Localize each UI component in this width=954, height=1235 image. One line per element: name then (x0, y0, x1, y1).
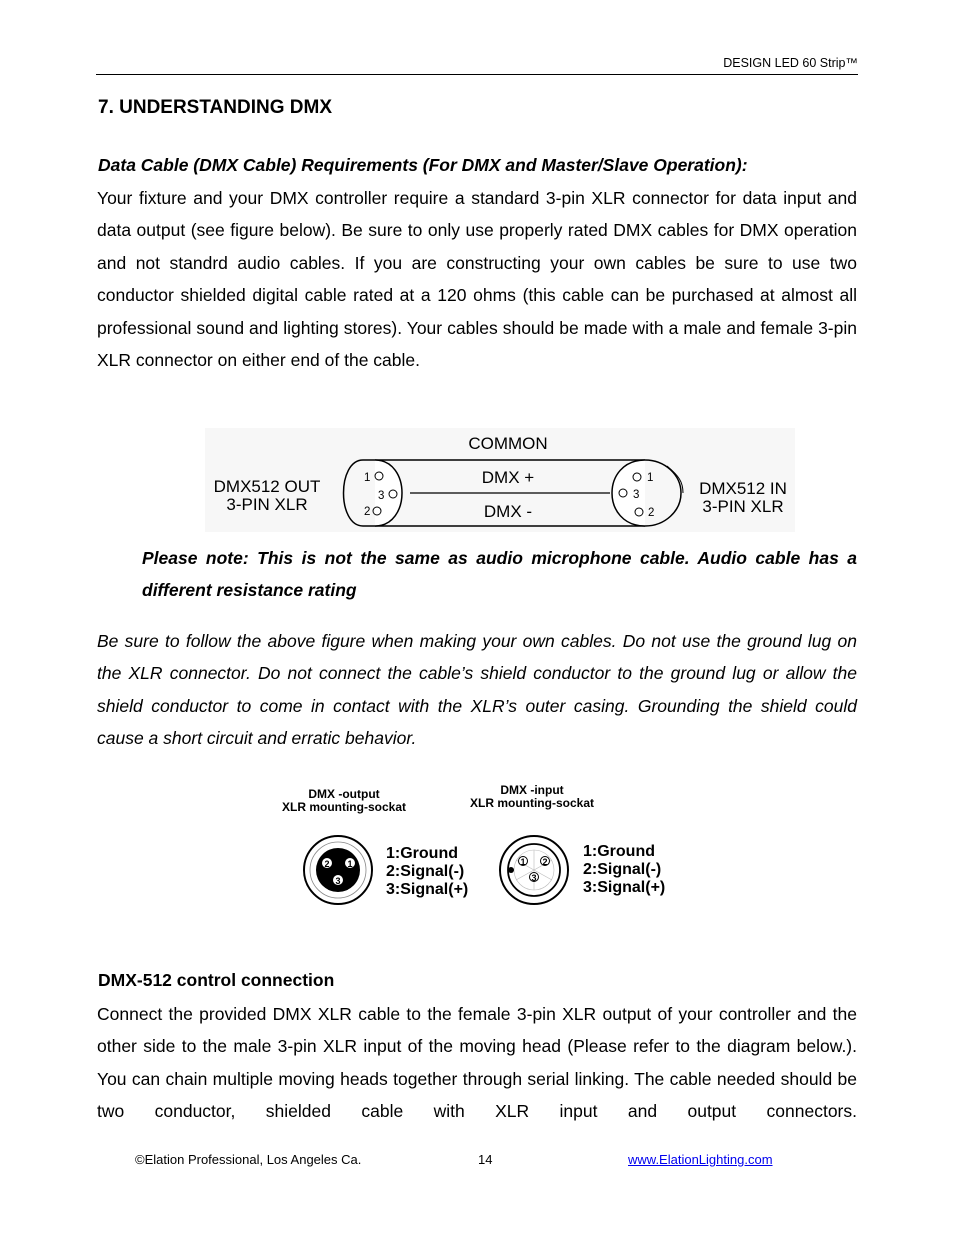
audio-cable-note: Please note: This is not the same as audio microphone cable. Audio cable has a different resistance rating (142, 548, 857, 600)
female-pin-2-label: 2 (648, 507, 655, 519)
section-heading: 7. UNDERSTANDING DMX (98, 97, 332, 118)
dmx-out-label-2: 3-PIN XLR (226, 495, 308, 514)
grounding-instructions: Be sure to follow the above figure when making your own cables. Do not use the ground lug on the XLR connector. Do not connect the cable’s shield conductor to the ground lug or allow the shield conductor to come in contact with the XLR’s outer casing. Grounding the shield could cause a short circuit and erratic behavior. (97, 631, 857, 749)
input-pin-signal-neg: 2:Signal(-) (583, 861, 662, 878)
female-pin-3-label: 3 (633, 489, 640, 501)
output-pin-2-label: 2 (324, 859, 330, 869)
output-pin-signal-pos: 3:Signal(+) (386, 881, 469, 898)
input-socket-title-2: XLR mounting-sockat (469, 796, 595, 810)
male-pin-1-label: 1 (364, 472, 371, 484)
input-pin-2-label: 2 (542, 857, 548, 867)
output-pin-ground: 1:Ground (386, 845, 458, 862)
cable-requirements-heading: Data Cable (DMX Cable) Requirements (For DMX and Master/Slave Operation): (98, 155, 748, 175)
output-pin-1-label: 1 (347, 859, 353, 869)
output-pin-3-label: 3 (335, 876, 341, 886)
cable-requirements-body: Your fixture and your DMX controller require a standard 3-pin XLR connector for data input and data output (see figure below). Be sure to only use properly rated DMX cables for DMX operation and not standrd audio cables. If you are constructing your own cables be sure to use two conductor shielded digital cable rated at a 120 ohms (this cable can be purchased at almost all professional sound and lighting stores). Your cables should be made with a male and female 3-pin XLR connector on either end of the cable. (97, 188, 857, 371)
footer-website-link[interactable]: www.ElationLighting.com (628, 1152, 773, 1167)
dmx-out-label-1: DMX512 OUT (213, 477, 321, 496)
dmx-minus-label: DMX - (483, 502, 533, 521)
female-pin-1-label: 1 (647, 472, 654, 484)
input-pin-ground: 1:Ground (583, 843, 655, 860)
control-connection-body: Connect the provided DMX XLR cable to the female 3-pin XLR output of your controller and the other side to the male 3-pin XLR input of the moving head (Please refer to the diagram below.). You can chain multiple moving heads together through serial linking. The cable needed should be two conductor, shielded cable with XLR input and output connectors. (97, 1004, 857, 1122)
header-title: DESIGN LED 60 Strip™ (723, 56, 858, 70)
output-socket-title-1: DMX -output (308, 787, 380, 801)
input-pin-3-label: 3 (531, 873, 537, 883)
input-pin-signal-pos: 3:Signal(+) (583, 879, 666, 896)
dmx-in-label-2: 3-PIN XLR (702, 497, 784, 516)
input-socket-title-1: DMX -input (500, 783, 564, 797)
page-header (96, 54, 858, 75)
dmx-plus-label: DMX + (481, 468, 535, 487)
output-socket (304, 836, 372, 904)
common-label: COMMON (468, 434, 548, 453)
output-socket-title-2: XLR mounting-sockat (281, 800, 407, 814)
control-connection-heading: DMX-512 control connection (98, 970, 335, 990)
male-pin-3-label: 3 (378, 490, 385, 502)
page-number: 14 (478, 1152, 493, 1167)
input-socket (500, 836, 568, 904)
footer-copyright: ©Elation Professional, Los Angeles Ca. (135, 1152, 362, 1167)
male-pin-2-label: 2 (364, 506, 371, 518)
output-pin-signal-neg: 2:Signal(-) (386, 863, 465, 880)
dmx-cable-diagram (205, 428, 795, 532)
dmx-in-label-1: DMX512 IN (699, 479, 787, 498)
xlr-socket-diagram (270, 780, 690, 915)
input-pin-1-label: 1 (520, 857, 526, 867)
